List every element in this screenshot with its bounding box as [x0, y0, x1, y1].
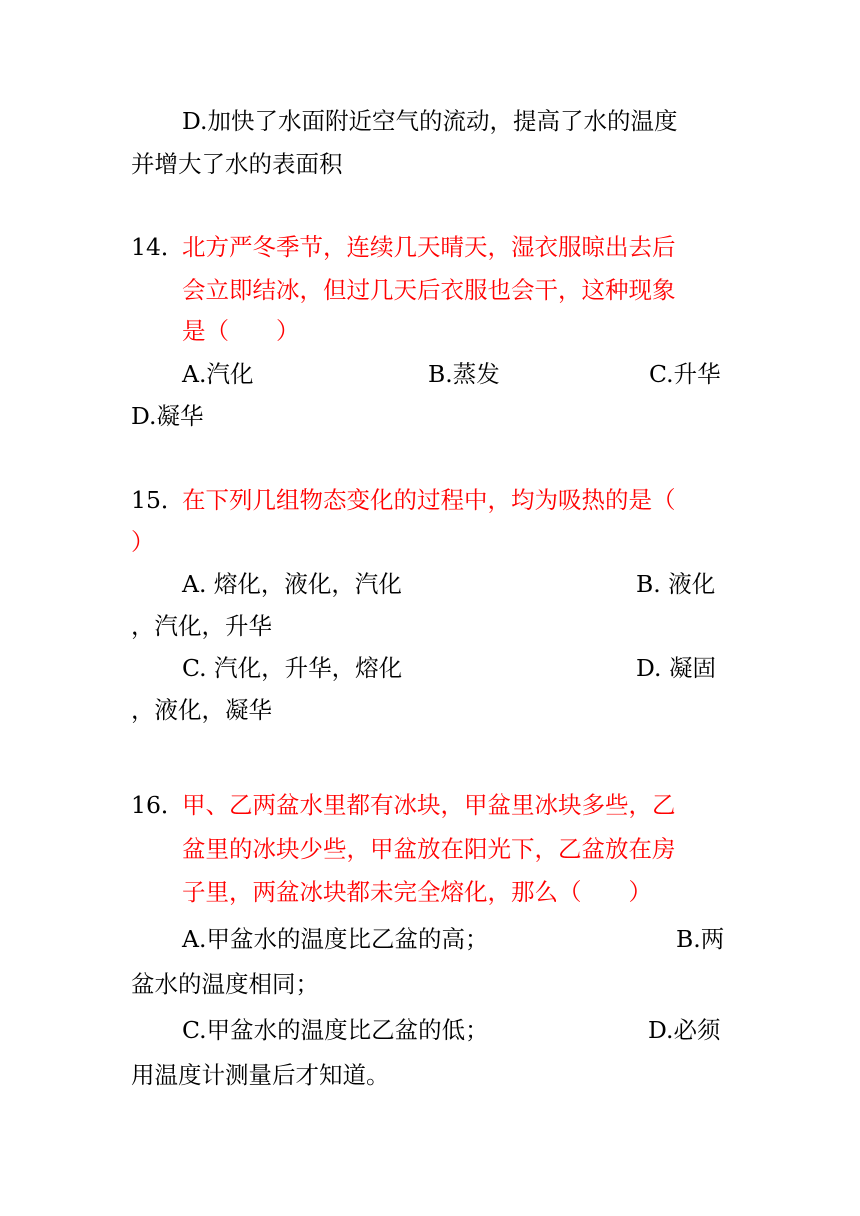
q15-stem-text-1: 在下列几组物态变化的过程中，均为吸热的是（ [182, 486, 676, 514]
q14-stem-text-3: 是（ ） [182, 317, 300, 345]
q14-option-a: A.汽化 [182, 360, 254, 388]
q16-option-d-cont: 用温度计测量后才知道。 [131, 1061, 390, 1089]
q16-option-a: A.甲盆水的温度比乙盆的高； [182, 925, 489, 953]
q14-stem-text-1: 北方严冬季节，连续几天晴天，湿衣服晾出去后 [182, 233, 676, 261]
q14-stem-text-2: 会立即结冰，但过几天后衣服也会干，这种现象 [182, 276, 676, 304]
q14-option-b: B.蒸发 [428, 360, 500, 388]
q13-option-d-text: D.加快了水面附近空气的流动，提高了水的温度 [182, 107, 678, 135]
q16-option-b: B.两 [676, 925, 725, 953]
q15-option-b-cont: ，汽化，升华 [131, 612, 272, 640]
q15-number: 15． [131, 486, 185, 514]
q15-option-b: B. 液化 [636, 570, 716, 598]
q15-option-d: D. 凝固 [636, 654, 716, 682]
q16-option-b-cont: 盆水的温度相同； [131, 970, 319, 998]
q15-option-c: C. 汽化，升华，熔化 [182, 654, 403, 682]
q16-stem-text-3: 子里，两盆冰块都未完全熔化，那么（ ） [182, 878, 652, 906]
q15-stem-text-2: ） [131, 528, 155, 556]
q14-option-d: D.凝华 [131, 402, 204, 430]
q16-stem-text-2: 盆里的冰块少些，甲盆放在阳光下，乙盆放在房 [182, 835, 676, 863]
q14-number: 14． [131, 233, 185, 261]
q15-option-d-cont: ，液化，凝华 [131, 696, 272, 724]
q16-option-c: C.甲盆水的温度比乙盆的低； [182, 1016, 489, 1044]
q16-number: 16． [131, 791, 185, 819]
q16-stem-text-1: 甲、乙两盆水里都有冰块，甲盆里冰块多些，乙 [182, 791, 676, 819]
q13-option-d-text-cont: 并增大了水的表面积 [131, 150, 343, 178]
q14-option-c: C.升华 [649, 360, 721, 388]
q16-option-d: D.必须 [648, 1016, 721, 1044]
q15-option-a: A. 熔化，液化，汽化 [182, 570, 402, 598]
